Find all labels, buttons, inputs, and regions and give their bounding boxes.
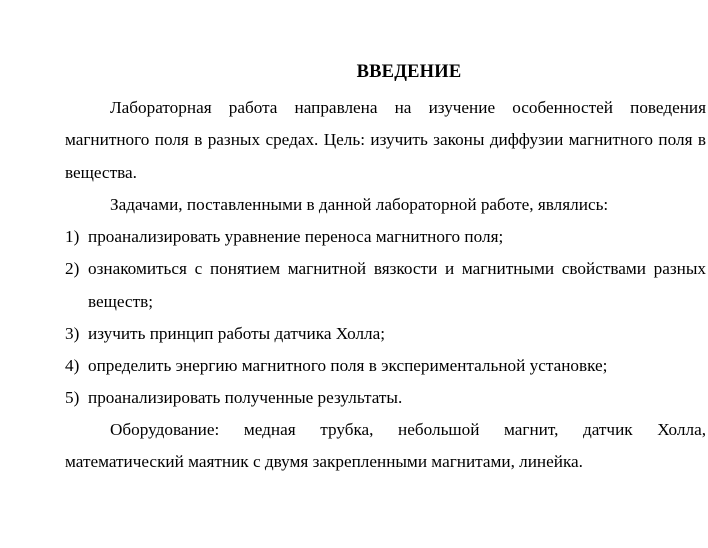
list-item <box>65 318 706 350</box>
list-item-number: 1) <box>65 227 80 246</box>
tasks-heading: Задачами, поставленными в данной лабораторной работе, являлись: <box>110 195 609 214</box>
task-list <box>65 221 706 415</box>
list-item-text: ознакомиться с понятием магнитной вязкости и магнитными свойствами разных веществ; <box>88 259 706 311</box>
page-title: ВВЕДЕНИЕ <box>356 62 462 82</box>
list-item-text: проанализировать уравнение переноса магнитного поля; <box>88 227 504 246</box>
list-item <box>65 253 706 318</box>
intro-paragraph: Лабораторная работа направлена на изучение особенностей поведения магнитного поля в разных средах. Цель: изучить законы диффузии магнитного поля в вещества. <box>65 98 706 182</box>
list-item-text: определить энергию магнитного поля в экспериментальной установке; <box>88 356 608 376</box>
list-item-text: изучить принцип работы датчика Холла; <box>88 323 386 343</box>
list-item-text: проанализировать полученные результаты. <box>88 388 403 408</box>
list-item <box>65 221 706 253</box>
equipment-paragraph: Оборудование: медная трубка, небольшой магнит, датчик Холла, математический маятник с двумя закрепленными магнитами, линейка. <box>65 420 706 472</box>
list-item-number: 4) <box>65 356 80 376</box>
list-item <box>65 382 706 414</box>
list-item-number: 5) <box>65 388 80 408</box>
list-item <box>65 350 706 382</box>
list-item-number: 2) <box>65 259 80 279</box>
list-item-number: 3) <box>65 323 80 343</box>
